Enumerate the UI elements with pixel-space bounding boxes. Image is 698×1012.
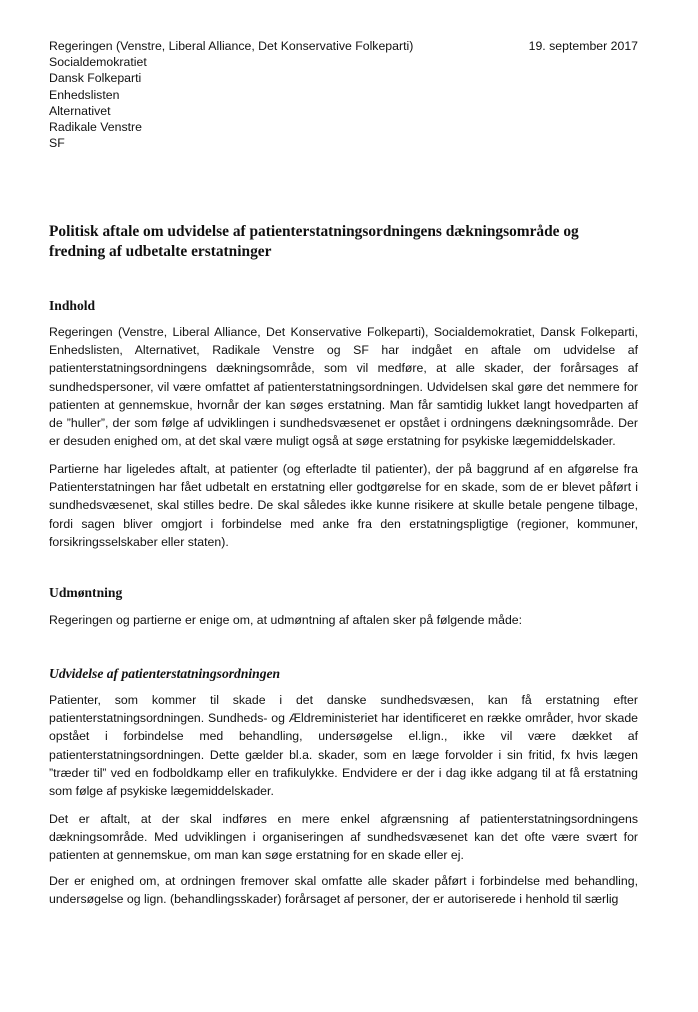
- party-item: Radikale Venstre: [49, 119, 142, 134]
- subsection-heading-udvidelse: Udvidelse af patienterstatningsordningen: [49, 666, 281, 681]
- paragraph: Partierne har ligeledes aftalt, at patienter (og efterladte til patienter), der på baggrund af en afgørelse fra Patienterstatningen har fået udbetalt en erstatning eller godtgørelse for en skade, som de er blevet påført i sundhedsvæsenet, skal stilles bedre. De skal således ikke kunne risikere at skulle betale pengene tilbage, fordi sagen bliver omgjort i forbindelse med anke fra den erstatningspligtige (regioner, kommuner, forsikringsselskaber eller staten).: [49, 462, 638, 549]
- paragraph: Det er aftalt, at der skal indføres en mere enkel afgrænsning af patienterstatningsordningens dækningsområde. Med udviklingen i organiseringen af sundhedsvæsenet kan det ofte være svært for patienten at gennemskue, om man kan søge erstatning for en skade eller ej.: [49, 812, 638, 863]
- section-heading-udmoentning: Udmøntning: [49, 585, 123, 600]
- paragraph: Regeringen (Venstre, Liberal Alliance, Det Konservative Folkeparti), Socialdemokratiet, Dansk Folkeparti, Enhedslisten, Alternativet, Radikale Venstre og SF har indgået en aftale om udvidelse af patienterstatningsordningens dækningsområde, som vil medføre, at alle skader, der forårsages af sundhedspersoner, vil være omfattet af patienterstatningsordningen. Udvidelsen skal gøre det nemmere for patienten at gennemskue, hvornår der kan søges erstatning. Man får samtidig lukket langt hovedparten af de ”huller”, der som følge af udviklingen i sundhedsvæsenet er opstået i ordningens dækningsområde. Der er desuden enighed om, at det skal være muligt også at søge erstatning for psykiske lægemiddelskader.: [49, 325, 638, 449]
- party-item: Enhedslisten: [49, 87, 120, 102]
- party-item: Dansk Folkeparti: [49, 71, 142, 86]
- party-item: Alternativet: [49, 103, 111, 118]
- document-header: [49, 38, 638, 151]
- document-date: 19. september 2017: [528, 39, 638, 53]
- section-heading-indhold: Indhold: [49, 298, 96, 313]
- party-item: SF: [49, 136, 65, 151]
- document-title: Politisk aftale om udvidelse af patienterstatningsordningens dækningsområde og fredning af udbetalte erstatninger: [49, 223, 579, 260]
- paragraph: Regeringen og partierne er enige om, at udmøntning af aftalen sker på følgende måde:: [49, 613, 523, 627]
- paragraph: Der er enighed om, at ordningen fremover skal omfatte alle skader påført i forbindelse med behandling, undersøgelse og lign. (behandlingsskader) forårsaget af personer, der er autoriserede i henhold til særlig: [49, 874, 638, 907]
- party-item: Regeringen (Venstre, Liberal Alliance, Det Konservative Folkeparti): [49, 39, 414, 53]
- party-list: [49, 38, 638, 151]
- party-item: Socialdemokratiet: [49, 55, 147, 70]
- paragraph: Patienter, som kommer til skade i det danske sundhedsvæsen, kan få erstatning efter patienterstatningsordningen. Sundheds- og Ældreministeriet har identificeret en række områder, hvor skade opstået i forbindelse med behandling, undersøgelse el.lign., ikke vil være dækket af patienterstatningsordningen. Dette gælder bl.a. skader, som en læge forvolder i sin fritid, fx hvis lægen ”træder til” ved en fodboldkamp eller en trafikulykke. Endvidere er der i dag ikke adgang til at få erstatning som følge af psykiske lægemiddelskader.: [49, 693, 638, 799]
